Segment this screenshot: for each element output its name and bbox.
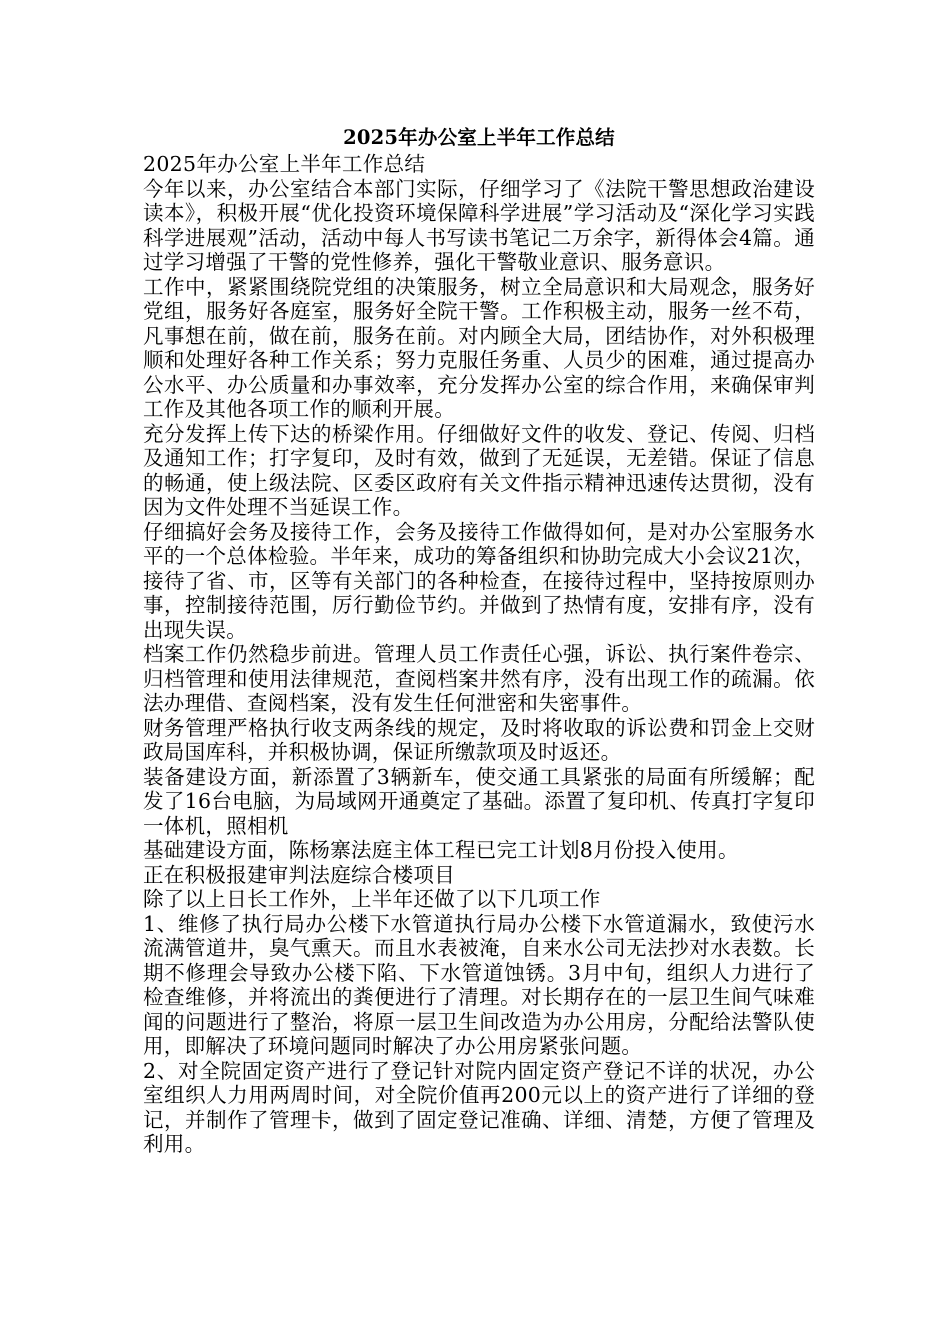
paragraph-finance: 财务管理严格执行收支两条线的规定，及时将收取的诉讼费和罚金上交财政局国库科，并积极协调，保证所缴款项及时返还。: [143, 715, 815, 764]
document-page: [143, 124, 815, 1157]
paragraph-meetings: 仔细搞好会务及接待工作，会务及接待工作做得如何，是对办公室服务水平的一个总体检验。半年来，成功的筹备组织和协助完成大小会议21次，接待了省、市，区等有关部门的各种检查，在接待过程中，坚持按原则办事，控制接待范围，厉行勤俭节约。并做到了热情有度，安排有序，没有出现失误。: [143, 519, 815, 642]
paragraph-other-work: 除了以上日长工作外，上半年还做了以下几项工作: [143, 887, 601, 911]
paragraph-subtitle: 2025年办公室上半年工作总结: [143, 152, 426, 176]
paragraph-item-1: 1、维修了执行局办公楼下水管道执行局办公楼下水管道漏水，致使污水流满管道井，臭气熏天。而且水表被淹，自来水公司无法抄对水表数。长期不修理会导致办公楼下陷、下水管道蚀锈。3月中旬，组织人力进行了检查维修，并将流出的粪便进行了清理。对长期存在的一层卫生间气味难闻的问题进行了整治，将原一层卫生间改造为办公用房，分配给法警队使用，即解决了环境问题同时解决了办公用房紧张问题。: [143, 911, 815, 1058]
paragraph-item-2: 2、对全院固定资产进行了登记针对院内固定资产登记不详的状况，办公室组织人力用两周时间，对全院价值再200元以上的资产进行了详细的登记，并制作了管理卡，做到了固定登记准确、详细、清楚，方便了管理及利用。: [143, 1058, 815, 1156]
paragraph-service: 工作中，紧紧围绕院党组的决策服务，树立全局意识和大局观念，服务好党组，服务好各庭室，服务好全院干警。工作积极主动，服务一丝不苟，凡事想在前，做在前，服务在前。对内顾全大局，团结协作，对外积极理顺和处理好各种工作关系；努力克服任务重、人员少的困难，通过提高办公水平、办公质量和办事效率，充分发挥办公室的综合作用，来确保审判工作及其他各项工作的顺利开展。: [143, 274, 815, 421]
paragraph-documents: 充分发挥上传下达的桥梁作用。仔细做好文件的收发、登记、传阅、归档及通知工作；打字复印，及时有效，做到了无延误，无差错。保证了信息的畅通，使上级法院、区委区政府有关文件指示精神迅速传达贯彻，没有因为文件处理不当延误工作。: [143, 421, 815, 519]
paragraph-equipment: 装备建设方面，新添置了3辆新车，使交通工具紧张的局面有所缓解；配发了16台电脑，为局域网开通奠定了基础。添置了复印机、传真打字复印一体机，照相机: [143, 764, 815, 838]
paragraph-archives: 档案工作仍然稳步前进。管理人员工作责任心强，诉讼、执行案件卷宗、归档管理和使用法律规范，查阅档案井然有序，没有出现工作的疏漏。依法办理借、查阅档案，没有发生任何泄密和失密事件。: [143, 642, 815, 715]
paragraph-construction: 基础建设方面，陈杨寨法庭主体工程已完工计划8月份投入使用。: [143, 838, 739, 862]
document-title: 2025年办公室上半年工作总结: [343, 126, 615, 149]
paragraph-study: 今年以来，办公室结合本部门实际，仔细学习了《法院干警思想政治建设读本》，积极开展“优化投资环境保障科学进展”学习活动及“深化学习实践科学进展观”活动，活动中每人书写读书笔记二万余字，新得体会4篇。通过学习增强了干警的党性修养，强化干警敬业意识、服务意识。: [143, 176, 815, 274]
paragraph-project: 正在积极报建审判法庭综合楼项目: [143, 862, 455, 887]
